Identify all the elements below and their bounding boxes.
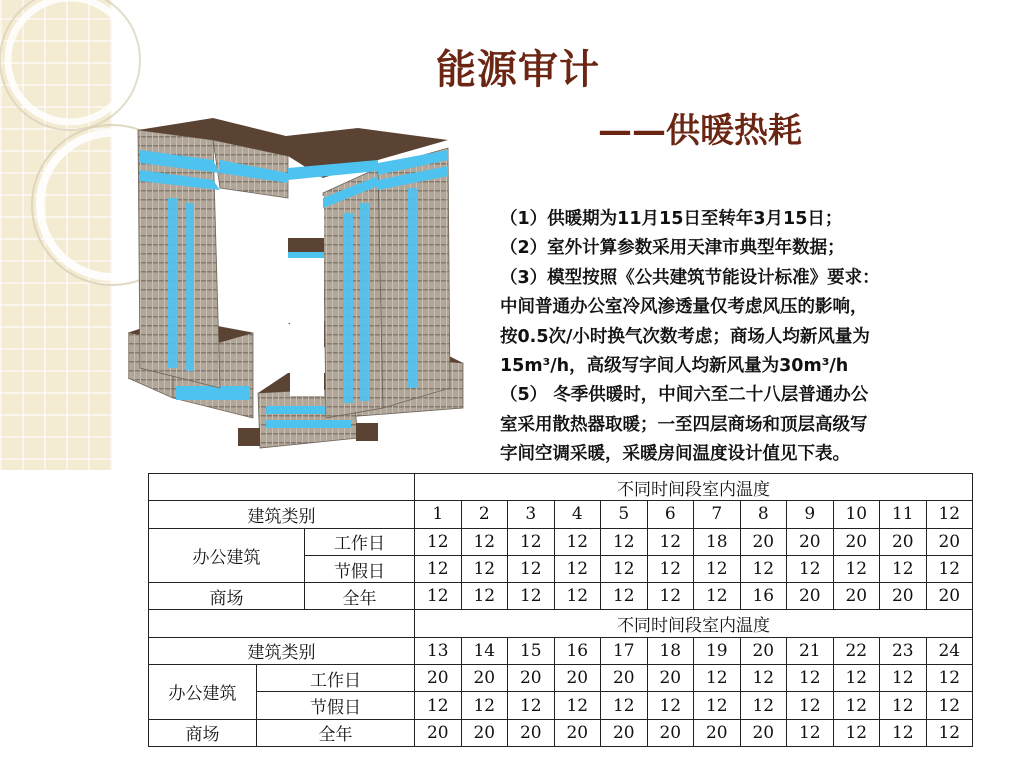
hour-cell: 3 [508, 501, 555, 528]
temperature-cell: 12 [461, 555, 508, 582]
temperature-cell: 12 [740, 555, 787, 582]
temperature-cell: 12 [880, 719, 927, 746]
header-blank-cell [149, 610, 415, 637]
temperature-cell: 12 [508, 555, 555, 582]
temperature-cell: 20 [415, 665, 462, 692]
allyear-label: 全年 [257, 719, 415, 746]
temperature-cell: 12 [508, 692, 555, 719]
temperature-cell: 12 [880, 692, 927, 719]
temperature-cell: 20 [508, 719, 555, 746]
header-blank-cell [149, 474, 415, 501]
workday-label: 工作日 [305, 528, 415, 555]
description-line: （2）室外计算参数采用天津市典型年数据； [500, 238, 845, 259]
hour-cell: 11 [880, 501, 927, 528]
temperature-cell: 20 [740, 719, 787, 746]
building-model-illustration [128, 118, 468, 463]
temperature-cell: 20 [833, 583, 880, 610]
description-line: 室采用散热器取暖；一至四层商场和顶层高级写 [500, 414, 868, 435]
table-row [149, 719, 973, 746]
temperature-cell: 20 [508, 665, 555, 692]
temperature-cell: 12 [554, 583, 601, 610]
temperature-cell: 12 [461, 583, 508, 610]
white-panel [0, 470, 112, 768]
description-line: 按0.5次/小时换气次数考虑；商场人均新风量为 [500, 326, 870, 347]
temperature-cell: 20 [415, 719, 462, 746]
temperature-cell: 20 [461, 665, 508, 692]
hour-cell: 1 [415, 501, 462, 528]
hour-cell: 10 [833, 501, 880, 528]
temperature-cell: 20 [880, 583, 927, 610]
table-row [149, 583, 973, 610]
temperature-cell: 12 [601, 583, 648, 610]
mall-label: 商场 [149, 719, 257, 746]
hour-cell: 2 [461, 501, 508, 528]
temperature-cell: 12 [694, 555, 741, 582]
temperature-cell: 12 [461, 692, 508, 719]
temperature-cell: 12 [647, 528, 694, 555]
description-line: （1）供暖期为11月15日至转年3月15日； [500, 209, 843, 229]
temperature-cell: 20 [833, 528, 880, 555]
temperature-cell: 12 [508, 583, 555, 610]
temperature-cell: 12 [601, 555, 648, 582]
allyear-label: 全年 [305, 583, 415, 610]
hour-cell: 5 [601, 501, 648, 528]
temperature-cell: 12 [833, 555, 880, 582]
temperature-cell: 12 [880, 555, 927, 582]
page-subtitle: ——供暖热耗 [598, 111, 802, 151]
temperature-cell: 12 [926, 665, 973, 692]
temperature-cell: 18 [694, 528, 741, 555]
temperature-cell: 12 [415, 555, 462, 582]
temperature-cell: 20 [647, 719, 694, 746]
table-row [149, 665, 973, 692]
temperature-cell: 12 [926, 692, 973, 719]
temperature-cell: 20 [926, 528, 973, 555]
temperature-cell: 12 [787, 555, 834, 582]
hour-cell: 12 [926, 501, 973, 528]
temperature-cell: 20 [554, 665, 601, 692]
temperature-cell: 20 [926, 583, 973, 610]
hour-cell: 20 [740, 637, 787, 664]
temperature-cell: 12 [647, 583, 694, 610]
hour-cell: 14 [461, 637, 508, 664]
temperature-cell: 12 [647, 692, 694, 719]
office-label: 办公建筑 [149, 665, 257, 720]
hour-row [149, 501, 973, 528]
holiday-label: 节假日 [257, 692, 415, 719]
hour-cell: 13 [415, 637, 462, 664]
temperature-cell: 12 [787, 665, 834, 692]
temperature-cell: 12 [508, 528, 555, 555]
temperature-cell: 12 [926, 555, 973, 582]
page-title: 能源审计 [436, 47, 600, 93]
temperature-cell: 12 [787, 692, 834, 719]
hour-cell: 15 [508, 637, 555, 664]
hour-cell: 24 [926, 637, 973, 664]
temperature-cell: 12 [740, 692, 787, 719]
temperature-cell: 20 [787, 583, 834, 610]
hour-cell: 8 [740, 501, 787, 528]
temperature-cell: 12 [415, 528, 462, 555]
temperature-cell: 12 [833, 692, 880, 719]
hour-cell: 21 [787, 637, 834, 664]
description-line: （3）模型按照《公共建筑节能设计标准》要求： [500, 267, 880, 288]
temperature-cell: 20 [461, 719, 508, 746]
hour-cell: 6 [647, 501, 694, 528]
table-row [149, 692, 973, 719]
hour-cell: 19 [694, 637, 741, 664]
temperature-cell: 12 [694, 665, 741, 692]
description-text [500, 205, 990, 470]
temperature-cell: 12 [415, 583, 462, 610]
period-header: 不同时间段室内温度 [415, 610, 973, 637]
temperature-cell: 20 [740, 528, 787, 555]
temperature-cell: 12 [787, 719, 834, 746]
hour-cell: 4 [554, 501, 601, 528]
category-label: 建筑类别 [149, 637, 415, 664]
temperature-cell: 12 [694, 583, 741, 610]
temperature-cell: 20 [787, 528, 834, 555]
temperature-cell: 20 [601, 665, 648, 692]
hour-cell: 22 [833, 637, 880, 664]
temperature-cell: 12 [415, 692, 462, 719]
temperature-cell: 12 [694, 692, 741, 719]
temperature-cell: 12 [647, 555, 694, 582]
period-header: 不同时间段室内温度 [415, 474, 973, 501]
temperature-cell: 16 [740, 583, 787, 610]
temperature-cell: 12 [833, 719, 880, 746]
description-line: 字间空调采暖，采暖房间温度设计值见下表。 [500, 444, 850, 465]
temperature-cell: 12 [461, 528, 508, 555]
holiday-label: 节假日 [305, 555, 415, 582]
hour-cell: 23 [880, 637, 927, 664]
temperature-cell: 12 [554, 528, 601, 555]
temperature-cell: 20 [694, 719, 741, 746]
hour-cell: 18 [647, 637, 694, 664]
description-line: 中间普通办公室冷风渗透量仅考虑风压的影响， [500, 297, 868, 318]
temperature-cell: 20 [554, 719, 601, 746]
temperature-cell: 12 [601, 528, 648, 555]
hour-cell: 9 [787, 501, 834, 528]
temperature-cell: 12 [833, 665, 880, 692]
description-line: 15m³/h，高级写字间人均新风量为30m³/h [500, 356, 849, 377]
temperature-cell: 12 [554, 555, 601, 582]
temperature-cell: 20 [601, 719, 648, 746]
temperature-cell: 12 [926, 719, 973, 746]
indoor-temperature-table [148, 473, 973, 747]
temperature-cell: 12 [880, 665, 927, 692]
description-line: （5） 冬季供暖时，中间六至二十八层普通办公 [500, 385, 869, 406]
office-label: 办公建筑 [149, 528, 305, 583]
table-header-row [149, 474, 973, 501]
temperature-cell: 20 [647, 665, 694, 692]
temperature-cell: 12 [554, 692, 601, 719]
mall-label: 商场 [149, 583, 305, 610]
temperature-cell: 20 [880, 528, 927, 555]
hour-cell: 7 [694, 501, 741, 528]
temperature-cell: 12 [601, 692, 648, 719]
table-row [149, 528, 973, 555]
hour-cell: 17 [601, 637, 648, 664]
workday-label: 工作日 [257, 665, 415, 692]
hour-cell: 16 [554, 637, 601, 664]
table-header-row [149, 610, 973, 637]
category-label: 建筑类别 [149, 501, 415, 528]
temperature-cell: 12 [740, 665, 787, 692]
hour-row [149, 637, 973, 664]
